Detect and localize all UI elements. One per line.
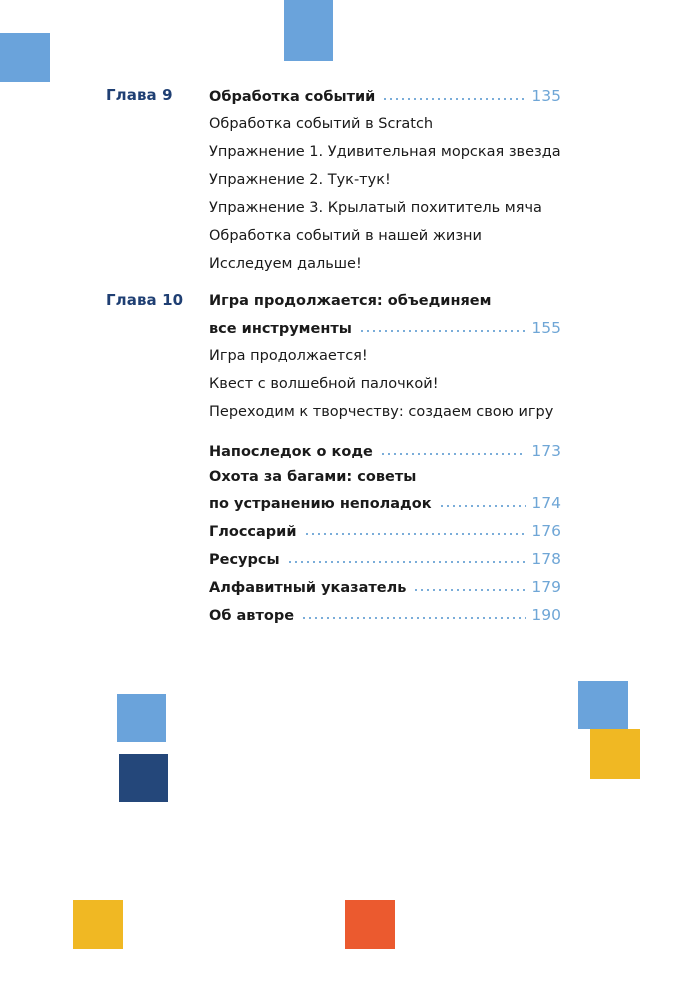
chapter-9-item[interactable]: Исследуем дальше! [209, 256, 362, 272]
dot-leader [382, 97, 526, 101]
appendix-page: 178 [531, 550, 561, 568]
appendix-title: Ресурсы [209, 552, 280, 568]
chapter-9-item[interactable]: Упражнение 2. Тук-тук! [209, 172, 391, 188]
decor-square-blue-top-left [0, 33, 50, 82]
appendix-title: Алфавитный указатель [209, 580, 407, 596]
dot-leader [413, 588, 526, 592]
chapter-9-item[interactable]: Упражнение 3. Крылатый похититель мяча [209, 200, 542, 216]
chapter-10-item[interactable]: Игра продолжается! [209, 348, 368, 364]
appendix-page: 176 [531, 522, 561, 540]
dot-leader [359, 329, 527, 333]
chapter-9-label: Глава 9 [106, 86, 173, 104]
chapter-10-item[interactable]: Переходим к творчеству: создаем свою игру [209, 404, 554, 420]
appendix-page: 173 [531, 442, 561, 460]
dot-leader [380, 452, 527, 456]
decor-square-blue-top [284, 0, 333, 61]
appendix-title: по устранению неполадок [209, 496, 432, 512]
decor-square-yellow-bottom-left [73, 900, 123, 949]
decor-square-orange-bottom [345, 900, 395, 949]
dot-leader [301, 616, 526, 620]
chapter-10-title-line2[interactable] [209, 316, 561, 340]
decor-square-navy-left [119, 754, 168, 802]
appendix-page: 190 [531, 606, 561, 624]
chapter-9-page: 135 [531, 87, 561, 105]
dot-leader [287, 560, 527, 564]
decor-square-blue-mid-left [117, 694, 166, 742]
chapter-9-item[interactable]: Обработка событий в нашей жизни [209, 228, 482, 244]
dot-leader [439, 504, 527, 508]
appendix-page: 174 [531, 494, 561, 512]
appendix-entry[interactable] [209, 575, 561, 599]
chapter-9-title-text: Обработка событий [209, 89, 376, 105]
appendix-entry[interactable] [209, 439, 561, 463]
chapter-10-page: 155 [531, 319, 561, 337]
decor-square-yellow-right [590, 729, 640, 779]
chapter-10-title-text: все инструменты [209, 321, 352, 337]
chapter-10-item[interactable]: Квест с волшебной палочкой! [209, 376, 439, 392]
chapter-9-item[interactable]: Обработка событий в Scratch [209, 116, 434, 132]
chapter-10-title-line1[interactable]: Игра продолжается: объединяем [209, 293, 492, 309]
appendix-entry[interactable] [209, 491, 561, 515]
appendix-entry[interactable] [209, 603, 561, 627]
appendix-entry[interactable] [209, 519, 561, 543]
dot-leader [304, 532, 527, 536]
appendix-title: Напоследок о коде [209, 444, 373, 460]
decor-square-blue-right [578, 681, 628, 729]
chapter-9-item[interactable]: Упражнение 1. Удивительная морская звезда [209, 144, 561, 160]
appendix-title: Об авторе [209, 608, 295, 624]
appendix-entry-line1[interactable]: Охота за багами: советы [209, 469, 417, 485]
chapter-9-title[interactable] [209, 84, 561, 108]
appendix-entry[interactable] [209, 547, 561, 571]
chapter-10-label: Глава 10 [106, 291, 184, 309]
appendix-page: 179 [531, 578, 561, 596]
appendix-title: Глоссарий [209, 524, 297, 540]
